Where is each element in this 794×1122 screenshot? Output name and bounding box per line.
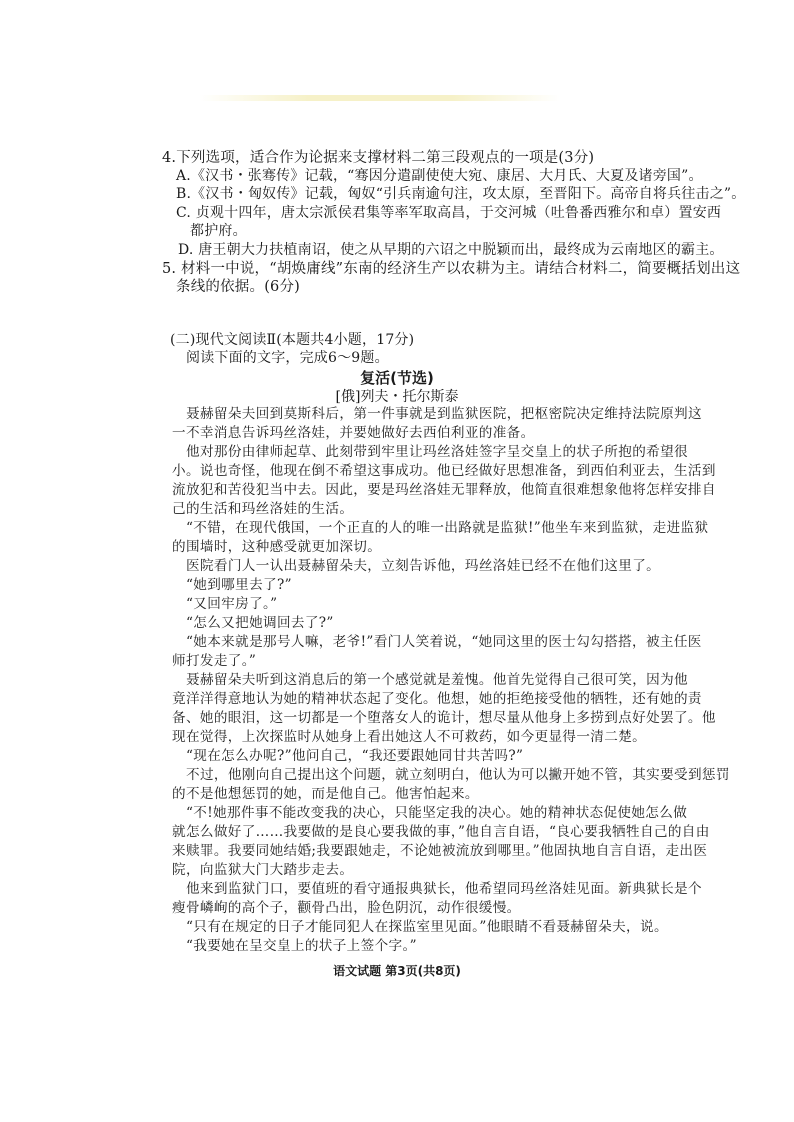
passage-line: “不错，在现代俄国，一个正直的人的唯一出路就是监狱!”他坐车来到监狱，走进监狱 (186, 520, 709, 536)
passage-line: “现在怎么办呢?”他问自己，“我还要跟她同甘共苦吗?” (186, 748, 524, 764)
question-4-option-c-cont: 都护府。 (190, 223, 247, 239)
passage-line: 的不是他想惩罚的她，而是他自己。他害怕起来。 (172, 786, 479, 802)
question-4-option-b: B.《汉书・匈奴传》记载，匈奴“引兵南逾句注，攻太原，至晋阳下。高帝自将兵往击之”。 (176, 186, 746, 202)
passage-line: 己的生活和玛丝洛娃的生活。 (172, 501, 354, 517)
passage-line: 流放犯和苦役犯当中去。因此，要是玛丝洛娃无罪释放，他简直很难想象他将怎样安排自 (172, 482, 716, 498)
passage-line: 医院看门人一认出聂赫留朵夫，立刻告诉他，玛丝洛娃已经不在他们这里了。 (186, 558, 661, 574)
question-5-line-2: 条线的依据。(6分) (176, 279, 301, 295)
passage-line: “不!她那件事不能改变我的决心，只能坚定我的决心。她的精神状态促使她怎么做 (186, 805, 688, 821)
passage-line: 备、她的眼泪，这一切都是一个堕落女人的诡计，想尽量从他身上多捞到点好处罢了。他 (172, 710, 716, 726)
passage-line: 竟洋洋得意地认为她的精神状态起了变化。他想，她的拒绝接受他的牺牲，还有她的责 (172, 691, 702, 707)
passage-line: “我要她在呈交皇上的状子上签个字。” (186, 938, 417, 954)
passage-line: 来赎罪。我要同她结婚;我要跟她走，不论她被流放到哪里。”他固执地自言自语，走出医 (172, 843, 708, 859)
section-instruction: 阅读下面的文字，完成6～9题。 (186, 350, 389, 366)
passage-line: 院，向监狱大门大踏步走去。 (172, 862, 354, 878)
question-4-option-a: A.《汉书・张骞传》记载，“骞因分遣副使使大宛、康居、大月氏、大夏及诸旁国”。 (176, 168, 703, 184)
passage-author: [俄]列夫・托尔斯泰 (335, 389, 459, 405)
passage-line: “只有在规定的日子才能同犯人在探监室里见面。”他眼睛不看聂赫留朵夫，说。 (186, 919, 668, 935)
question-5-line-1: 5. 材料一中说，“胡焕庸线”东南的经济生产以农耕为主。请结合材料二，简要概括划出这 (162, 261, 741, 277)
passage-line: 就怎么做好了……我要做的是良心要我做的事，”他自言自语，“良心要我牺牲自己的自由 (172, 824, 710, 840)
section-heading: (二)现代文阅读Ⅱ(本题共4小题，17分) (170, 332, 415, 348)
passage-line: 不过，他刚向自己提出这个问题，就立刻明白，他认为可以撇开她不管，其实要受到惩罚 (186, 767, 730, 783)
passage-line: 小。说也奇怪，他现在倒不希望这事成功。他已经做好思想准备，到西伯利亚去，生活到 (172, 463, 716, 479)
passage-line: 的围墙时，这种感受就更加深切。 (172, 539, 382, 555)
passage-line: “她本来就是那号人嘛，老爷!”看门人笑着说，“她同这里的医士勾勾搭搭，被主任医 (186, 634, 702, 650)
passage-line: “怎么又把她调回去了?” (186, 615, 334, 631)
passage-line: 现在觉得，上次探监时从她身上看出她这人不可救药，如今更显得一清二楚。 (172, 729, 647, 745)
passage-line: 他来到监狱门口，要值班的看守通报典狱长，他希望同玛丝洛娃见面。新典狱长是个 (186, 881, 702, 897)
passage-line: “又回牢房了。” (186, 596, 278, 612)
question-4-option-d: D. 唐王朝大力扶植南诏，使之从早期的六诏之中脱颖而出，最终成为云南地区的霸主。 (178, 242, 724, 258)
passage-line: 一不幸消息告诉玛丝洛娃，并要她做好去西伯利亚的准备。 (172, 425, 535, 441)
passage-line: 聂赫留朵夫回到莫斯科后，第一件事就是到监狱医院，把枢密院决定维持法院原判这 (186, 406, 702, 422)
passage-line: 聂赫留朵夫听到这消息后的第一个感觉就是羞愧。他首先觉得自己很可笑，因为他 (186, 672, 688, 688)
passage-line: 他对那份由律师起草、此刻带到牢里让玛丝洛娃签字呈交皇上的状子所抱的希望很 (186, 444, 688, 460)
passage-title: 复活(节选) (360, 369, 434, 387)
page-footer: 语文试题 第3页(共8页) (333, 964, 461, 978)
passage-line: “她到哪里去了?” (186, 577, 292, 593)
passage-line: 师打发走了。” (172, 653, 257, 669)
passage-line: 瘦骨嶙峋的高个子，颧骨凸出，脸色阴沉，动作很缓慢。 (172, 900, 521, 916)
question-4-stem: 4.下列选项，适合作为论据来支撑材料二第三段观点的一项是(3分) (162, 150, 595, 166)
question-4-option-c: C. 贞观十四年，唐太宗派侯君集等率军取高昌，于交河城（吐鲁番西雅尔和卓）置安西 (176, 205, 722, 221)
